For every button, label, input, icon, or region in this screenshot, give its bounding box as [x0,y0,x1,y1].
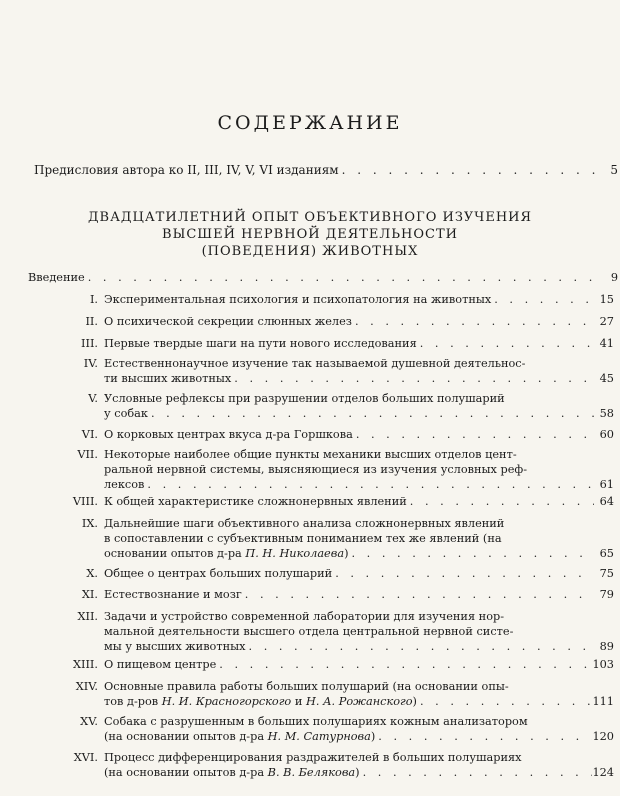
chapter-page: 58 [599,407,614,420]
dot-leader [231,371,594,386]
section-heading-line: (ПОВЕДЕНИЯ) ЖИВОТНЫХ [201,244,419,259]
chapter-page: 89 [599,640,614,653]
chapter-page: 79 [599,588,614,601]
dot-leader [491,292,594,307]
author-name: Н. А. Рожанского [305,695,413,708]
closing-paren: ) [370,730,376,743]
section-heading-line: ДВАДЦАТИЛЕТНИЙ ОПЫТ ОБЪЕКТИВНОГО ИЗУЧЕНИЯ [87,210,533,225]
chapter-body [104,292,614,307]
chapter-page: 75 [599,567,614,580]
chapter-title-line: мальной деятельности высшего отдела центральной нервной систе- [104,625,514,638]
chapter-page: 120 [592,730,614,743]
chapter-title [104,694,417,709]
dot-leader [85,270,598,285]
chapter-number: VII. [77,448,98,461]
chapter-title-line: Задачи и устройство современной лаборатории для изучения нор- [104,610,505,623]
dot-leader [148,406,594,421]
chapter-title-line: ральной нервной системы, выясняющиеся из изучения условных реф- [104,463,528,476]
chapter-body [104,447,614,492]
chapter-page: 103 [592,658,614,671]
intro-line [28,270,618,285]
conjunction: и [294,695,303,708]
chapter-title: Естествознание и мозг [104,588,242,601]
chapter-title [104,546,348,561]
chapter-line [104,427,614,442]
chapter-line [104,694,614,709]
chapter-title-line: Некоторые наиболее общие пункты механики высших отделов цент- [104,448,517,461]
chapter-number: III. [81,337,98,350]
chapter-page: 65 [599,547,614,560]
chapter-body [104,750,614,780]
chapter-title-line: Естественнонаучное изучение так называемой душевной деятельнос- [104,357,526,370]
chapter-body [104,679,614,709]
chapter-page: 111 [592,695,614,708]
chapter-title: Первые твердые шаги на пути нового исследования [104,337,417,350]
chapter-page: 124 [592,766,614,779]
chapter-page: 61 [599,478,614,491]
dot-leader [352,314,594,329]
dot-leader [216,657,592,672]
chapter-line [104,494,614,509]
chapter-line [104,371,614,386]
dot-leader [417,336,594,351]
chapter-number: XIV. [75,680,98,693]
chapter-number: IV. [83,357,98,370]
chapter-line [104,657,614,672]
chapter-line [104,477,614,492]
section-heading [0,209,620,260]
intro-text: Введение [28,271,85,284]
chapter-title-text: (на основании опытов д-ра [104,730,265,743]
chapter-line [104,292,614,307]
chapter-page: 64 [599,495,614,508]
chapter-body [104,587,614,602]
chapter-title-line: Процесс дифференцирования раздражителей в больших полушариях [104,751,522,764]
chapter-body [104,391,614,421]
chapter-number: X. [86,567,98,580]
dot-leader [339,163,598,177]
author-name: П. Н. Николаева [245,547,345,560]
chapter-title: Общее о центрах больших полушарий [104,567,333,580]
chapter-body [104,494,614,509]
chapter-line [104,729,614,744]
chapter-body [104,314,614,329]
preface-page: 5 [610,163,618,177]
dot-leader [360,765,593,780]
chapter-body [104,516,614,561]
chapter-title: О психической секреции слюнных желез [104,315,352,328]
chapter-title: О пищевом центре [104,658,217,671]
chapter-page: 27 [599,315,614,328]
chapter-page: 41 [599,337,614,350]
chapter-number: XI. [81,588,98,601]
chapter-body [104,336,614,351]
chapter-title-line: Дальнейшие шаги объективного анализа сложнонервных явлений [104,517,505,530]
chapter-body [104,657,614,672]
chapter-line [104,336,614,351]
chapter-title: Экспериментальная психология и психопатология на животных [104,293,492,306]
chapter-body [104,566,614,581]
page-title: СОДЕРЖАНИЕ [217,112,403,134]
closing-paren: ) [355,766,360,779]
chapter-title: лексов [104,478,145,491]
dot-leader [353,427,594,442]
chapter-body [104,427,614,442]
chapter-line [104,566,614,581]
chapter-title: ти высших животных [104,372,232,385]
chapter-body [104,609,614,654]
chapter-number: IX. [81,517,98,530]
chapter-title-line: в сопоставлении с субъективным пониманием тех же явлений (на [104,532,502,545]
chapter-number: XV. [80,715,98,728]
author-name: Н. М. Сатурнова [267,730,371,743]
chapter-title [104,765,360,780]
intro-page: 9 [610,271,618,284]
chapter-body [104,714,614,744]
chapter-number: XIII. [72,658,98,671]
chapter-body [104,356,614,386]
chapter-number: XII. [77,610,98,623]
dot-leader [375,729,592,744]
closing-paren: ) [412,695,417,708]
dot-leader [332,566,594,581]
chapter-line [104,546,614,561]
chapter-number: V. [88,392,98,405]
chapter-page: 60 [599,428,614,441]
chapter-line [104,406,614,421]
chapter-number: II. [85,315,98,328]
closing-paren: ) [344,547,349,560]
chapter-title-text: (на основании опытов д-ра [104,766,265,779]
chapter-page: 45 [599,372,614,385]
chapter-line [104,765,614,780]
author-name: В. В. Белякова [267,766,356,779]
dot-leader [407,494,594,509]
author-name: Н. И. Красногорского [161,695,292,708]
preface-text: Предисловия автора ко II, III, IV, V, VI изданиям [34,163,339,177]
chapter-page: 15 [599,293,614,306]
chapter-title-text: основании опытов д-ра [104,547,242,560]
chapter-number: VI. [81,428,98,441]
preface-entry [34,163,618,177]
chapter-number: VIII. [72,495,98,508]
chapter-title: мы у высших животных [104,640,246,653]
chapter-line [104,639,614,654]
dot-leader [348,546,594,561]
chapter-title-line: Собака с разрушенным в больших полушариях кожным анализатором [104,715,528,728]
chapter-title: О корковых центрах вкуса д-ра Горшкова [104,428,353,441]
chapter-title-text: тов д-ров [104,695,159,708]
chapter-title [104,729,375,744]
dot-leader [417,694,592,709]
chapter-title: у собак [104,407,148,420]
chapter-title-line: Условные рефлексы при разрушении отделов больших полушарий [104,392,505,405]
chapter-number: XVI. [73,751,98,764]
chapter-title: К общей характеристике сложнонервных явлений [104,495,407,508]
dot-leader [246,639,594,654]
chapter-line [104,314,614,329]
section-heading-line: ВЫСШЕЙ НЕРВНОЙ ДЕЯТЕЛЬНОСТИ [162,227,458,242]
dot-leader [242,587,594,602]
chapter-number: I. [89,293,98,306]
dot-leader [144,477,594,492]
chapter-title-line: Основные правила работы больших полушарий (на основании опы- [104,680,509,693]
chapter-line [104,587,614,602]
